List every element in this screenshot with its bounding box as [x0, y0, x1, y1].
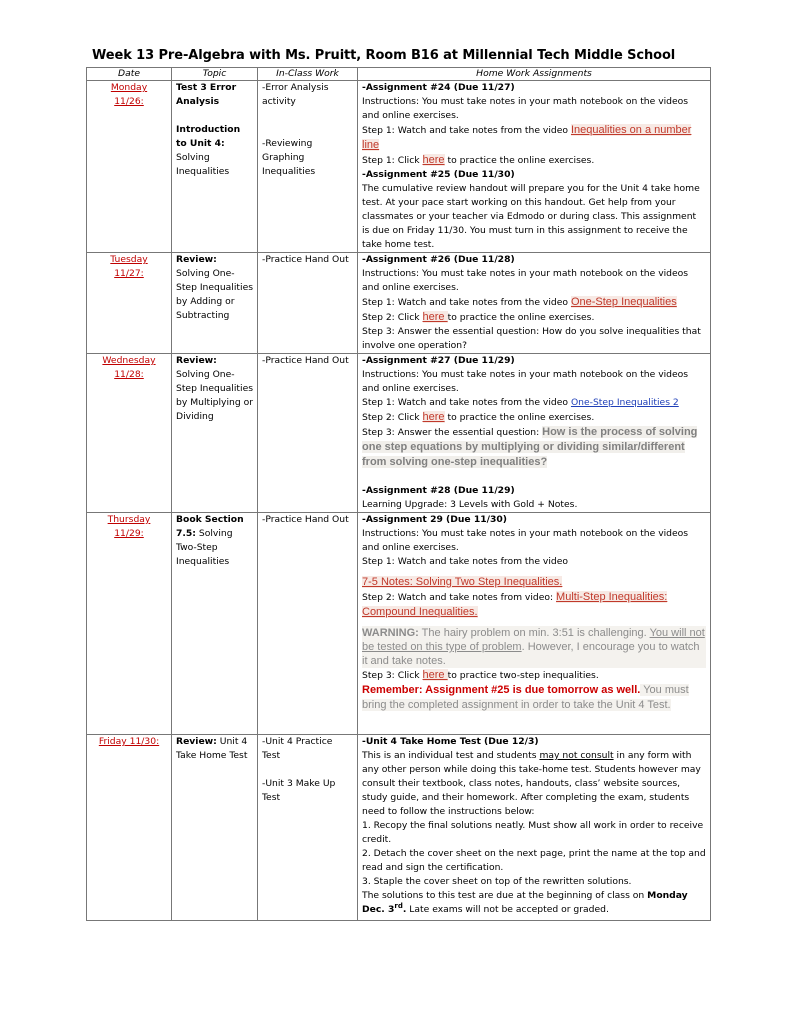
- homework-cell: [358, 81, 711, 253]
- video-link[interactable]: 7-5 Notes: Solving Two Step Inequalities.: [362, 576, 563, 588]
- date-label: 11/29:: [114, 528, 144, 539]
- topic-bold: Review:: [176, 355, 217, 366]
- step-text: Step 2: Click: [362, 312, 423, 323]
- date-cell: [87, 513, 172, 735]
- topic-cell: [172, 354, 258, 513]
- day-label: Thursday: [107, 514, 151, 525]
- topic-bold: Introduction to Unit 4:: [176, 124, 241, 149]
- date-label: 11/26:: [114, 96, 144, 107]
- assignment-title: -Assignment 29 (Due 11/30): [362, 514, 507, 525]
- step-text: Step 1: Watch and take notes from the video: [362, 297, 571, 308]
- day-label: Wednesday: [102, 355, 156, 366]
- homework-cell: [358, 354, 711, 513]
- header-row: [87, 68, 711, 81]
- step-text: Step 2: Watch and take notes from video:: [362, 592, 557, 603]
- inclass-text: -Reviewing Graphing Inequalities: [262, 138, 316, 177]
- assignment-title: -Assignment #27 (Due 11/29): [362, 355, 515, 366]
- date-cell: [87, 354, 172, 513]
- table-row: [87, 253, 711, 354]
- inclass-text: -Practice Hand Out: [262, 254, 349, 265]
- step-text: to practice the online exercises.: [444, 155, 595, 166]
- step-text: Step 3: Answer the essential question:: [362, 427, 543, 438]
- table-row: [87, 81, 711, 253]
- inclass-text: -Unit 3 Make Up Test: [262, 778, 336, 803]
- day-label: Monday: [110, 82, 148, 93]
- video-link[interactable]: One-Step Inequalities 2: [570, 397, 679, 408]
- assignment-title: -Assignment #24 (Due 11/27): [362, 82, 515, 93]
- video-link[interactable]: Inequalities on a number line: [362, 124, 692, 151]
- essential-question: How is the process of solving one step equations by multiplying or dividing similar/different from solving one-step inequalities?: [362, 426, 698, 468]
- date-cell: [87, 735, 172, 921]
- inclass-cell: [258, 513, 358, 735]
- date-label: 11/27:: [114, 268, 144, 279]
- step-text: Step 1: Watch and take notes from the video: [362, 125, 571, 136]
- topic-text: Unit 4 Take Home Test: [176, 736, 248, 761]
- topic-cell: [172, 253, 258, 354]
- assignment-text: Learning Upgrade: 3 Levels with Gold + Notes.: [362, 499, 578, 510]
- reminder-tail: You must bring the completed assignment in order to take the Unit 4 Test.: [362, 684, 689, 711]
- topic-text: Solving Inequalities: [176, 152, 230, 177]
- assignment-title: -Assignment #28 (Due 11/29): [362, 485, 515, 496]
- topic-text: Solving One-Step Inequalities by Multiplying or Dividing: [176, 369, 254, 422]
- topic-bold: Book Section 7.5:: [176, 514, 244, 539]
- inclass-text: -Practice Hand Out: [262, 514, 349, 525]
- assignment-title: -Assignment #25 (Due 11/30): [362, 169, 515, 180]
- practice-link[interactable]: here: [422, 669, 448, 681]
- topic-text: Solving One-Step Inequalities by Adding or Subtracting: [176, 268, 254, 321]
- inclass-cell: [258, 354, 358, 513]
- instruction-item: 1. Recopy the final solutions neatly. Must show all work in order to receive credit.: [362, 820, 704, 845]
- inclass-text: -Practice Hand Out: [262, 355, 349, 366]
- page-title: Week 13 Pre-Algebra with Ms. Pruitt, Room B16 at Millennial Tech Middle School: [92, 48, 676, 63]
- topic-cell: [172, 513, 258, 735]
- inclass-cell: [258, 81, 358, 253]
- table-row: [87, 735, 711, 921]
- topic-bold: Review:: [176, 254, 217, 265]
- day-label: Friday 11/30:: [98, 736, 160, 747]
- date-label: 11/28:: [114, 369, 144, 380]
- step-text: to practice the online exercises.: [447, 312, 595, 323]
- homework-cell: [358, 253, 711, 354]
- instructions: Instructions: You must take notes in your math notebook on the videos and online exercises.: [362, 96, 689, 121]
- warning-text: WARNING: The hairy problem on min. 3:51 is challenging. You will not be tested on this type of problem. However, I encourage you to watch it and take notes.: [362, 627, 705, 667]
- step-text: Step 1: Click: [362, 155, 423, 166]
- practice-link[interactable]: here: [422, 311, 448, 323]
- video-link[interactable]: One-Step Inequalities: [570, 296, 677, 308]
- practice-link[interactable]: here: [422, 411, 445, 423]
- inclass-cell: [258, 735, 358, 921]
- header-date: Date: [87, 68, 172, 81]
- reminder-text: Remember: Assignment #25 is due tomorrow as well.: [362, 684, 641, 696]
- header-topic: Topic: [172, 68, 258, 81]
- date-cell: [87, 253, 172, 354]
- inclass-cell: [258, 253, 358, 354]
- instructions: Instructions: You must take notes in your math notebook on the videos and online exercises.: [362, 268, 689, 293]
- topic-text: Solving Two-Step Inequalities: [176, 528, 233, 567]
- assignment-text: The cumulative review handout will prepare you for the Unit 4 take home test. At your pace start working on this handout. Get help from your classmates or your teacher via Edmodo or during class. This assignment is due on Friday 11/30. You must turn in this assignment to receive the take home test.: [362, 183, 700, 250]
- table-row: [87, 354, 711, 513]
- header-homework: Home Work Assignments: [358, 68, 711, 81]
- instruction-item: 2. Detach the cover sheet on the next page, print the name at the top and read and sign the certification.: [362, 848, 706, 873]
- instructions: Instructions: You must take notes in your math notebook on the videos and online exercises.: [362, 369, 689, 394]
- table-row: [87, 513, 711, 735]
- step-text: Step 3: Click: [362, 670, 423, 681]
- schedule-table: [86, 67, 711, 921]
- homework-cell: -Unit 4 Take Home Test (Due 12/3) This is an individual test and students may not consult in any form with any other person while doing this take-home test. Students however may consult their textbook, class notes, handouts, class’ website sources, study guide, and their homework. After completing the exam, students need to follow the instructions below: 1. Recopy the final solutions neatly. Must show all work in order to receive credit. 2. Detach the cover sheet on the next page, print the name at the top and read and sign the certification. 3. Staple the cover sheet on top of the rewritten solutions. The solutions to this test are due at the beginning of class on Monday Dec. 3rd. Late exams will not be accepted or graded.: [358, 735, 711, 921]
- instructions: Instructions: You must take notes in your math notebook on the videos and online exercises.: [362, 528, 689, 553]
- instruction-item: 3. Staple the cover sheet on top of the rewritten solutions.: [362, 876, 632, 887]
- practice-link[interactable]: here: [422, 154, 445, 166]
- step-text: to practice two-step inequalities.: [447, 670, 599, 681]
- due-text: The solutions to this test are due at the beginning of class on Monday Dec. 3rd. Late exams will not be accepted or graded.: [362, 890, 688, 915]
- header-inclass: In-Class Work: [258, 68, 358, 81]
- assignment-title: -Assignment #26 (Due 11/28): [362, 254, 515, 265]
- assignment-title: -Unit 4 Take Home Test (Due 12/3): [362, 736, 539, 747]
- step-text: to practice the online exercises.: [444, 412, 595, 423]
- topic-cell: [172, 81, 258, 253]
- step-text: Step 1: Watch and take notes from the video: [362, 556, 569, 567]
- step-text: Step 1: Watch and take notes from the video: [362, 397, 571, 408]
- homework-cell: [358, 513, 711, 735]
- topic-bold: Review:: [176, 736, 217, 747]
- video-link[interactable]: Multi-Step Inequalities: Compound Inequalities.: [362, 591, 668, 618]
- inclass-text: -Unit 4 Practice Test: [262, 736, 333, 761]
- step-text: Step 2: Click: [362, 412, 423, 423]
- date-cell: [87, 81, 172, 253]
- day-label: Tuesday: [110, 254, 148, 265]
- topic-cell: [172, 735, 258, 921]
- topic-text: Test 3 Error Analysis: [176, 82, 237, 107]
- essential-question: Step 3: Answer the essential question: How do you solve inequalities that involve one operation?: [362, 326, 701, 351]
- inclass-text: -Error Analysis activity: [262, 82, 329, 107]
- warning-label: WARNING:: [362, 627, 419, 639]
